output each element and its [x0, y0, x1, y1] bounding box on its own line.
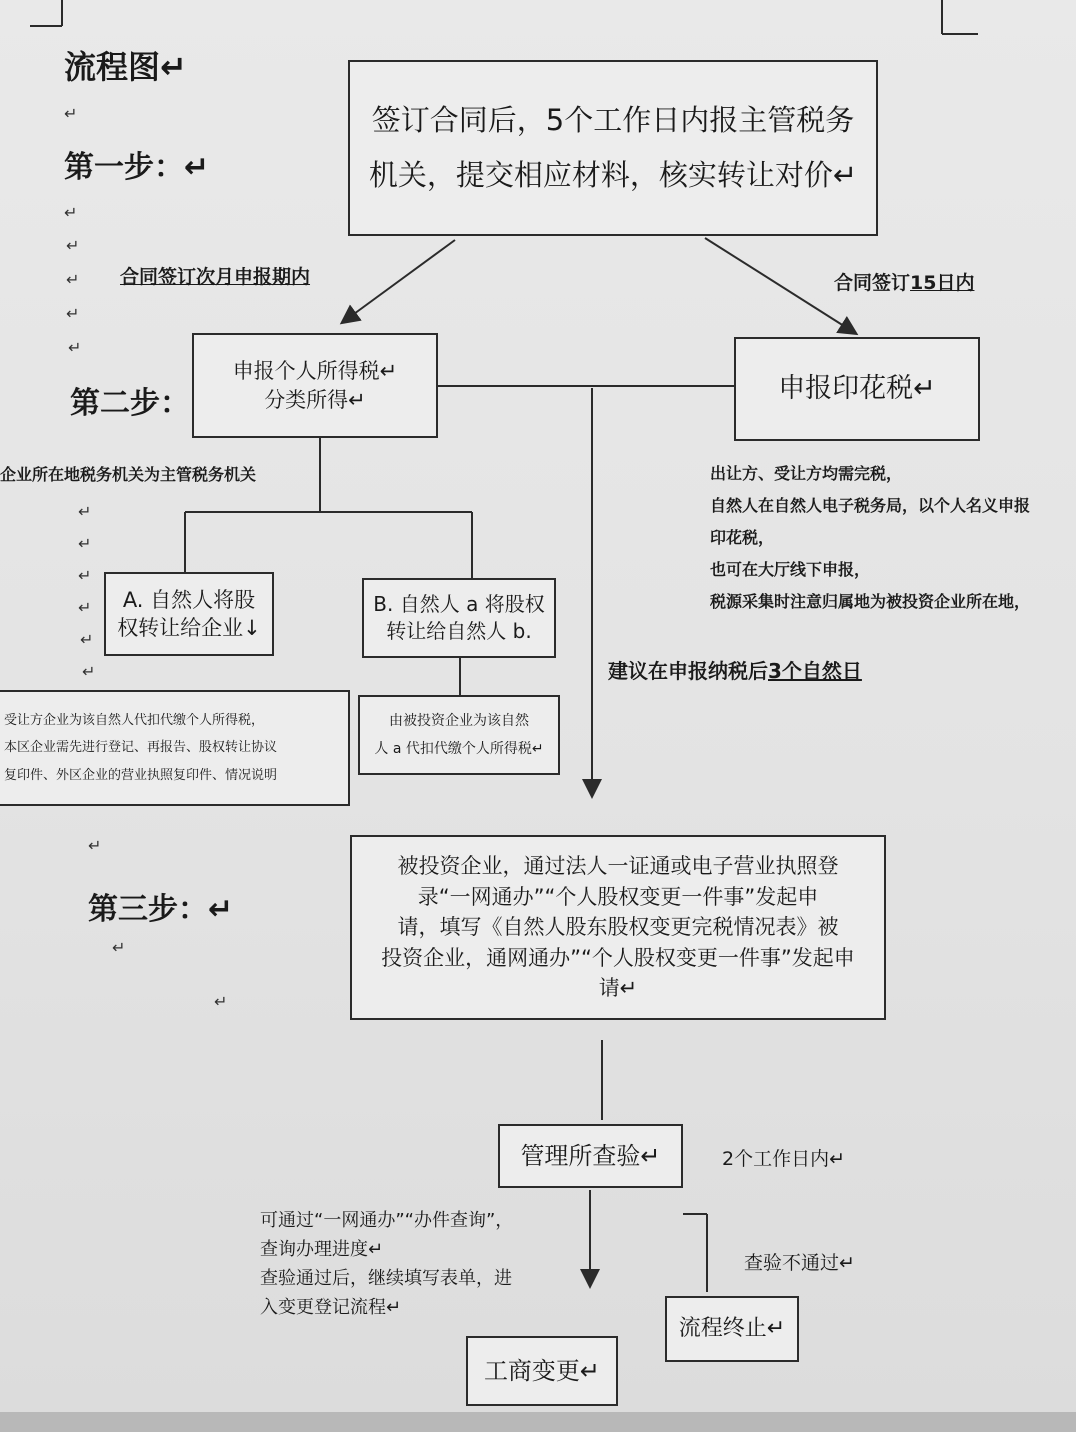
left-arrow-label: 合同签订次月申报期内 — [120, 266, 311, 288]
query-note: 可通过“一网通办”“办件查询”， 查询办理进度↵ 查验通过后，继续填写表单，进 入变更登记流程↵ — [260, 1210, 514, 1318]
stamp-note-line: 自然人在自然人电子税务局，以个人名义申报 — [710, 496, 1031, 515]
option-b-note-box: 由被投资企业为该自然 人 a 代扣代缴个人所得税↵ — [358, 695, 560, 775]
paragraph-mark: ↵ — [78, 534, 92, 553]
step2-label: 第二步： — [70, 386, 190, 421]
paragraph-mark: ↵ — [78, 502, 92, 521]
paragraph-mark: ↵ — [88, 836, 102, 855]
arrow-to-income-tax — [343, 240, 455, 322]
paragraph-mark: ↵ — [64, 104, 78, 123]
business-change-box: 工商变更↵ — [466, 1336, 618, 1406]
income-tax-box: 申报个人所得税↵ 分类所得↵ — [192, 333, 438, 438]
stamp-note-line: 税源采集时注意归属地为被投资企业所在地， — [710, 592, 1031, 611]
paragraph-mark: ↵ — [64, 203, 78, 222]
paragraph-mark: ↵ — [68, 338, 82, 357]
suggest-label — [608, 655, 862, 684]
right-arrow-label-days: 15日内 — [910, 272, 975, 294]
paragraph-mark: ↵ — [66, 270, 80, 289]
stamp-note-line: 出让方、受让方均需完税， — [710, 464, 903, 483]
paragraph-mark: ↵ — [78, 566, 92, 585]
paragraph-mark: ↵ — [78, 598, 92, 617]
paragraph-mark: ↵ — [112, 938, 126, 957]
inspection-box: 管理所查验↵ — [498, 1124, 683, 1188]
paragraph-mark: ↵ — [66, 236, 80, 255]
suggest-label-prefix: 建议在申报纳税后 — [608, 659, 768, 683]
page-title: 流程图↵ — [64, 48, 187, 86]
step3-label: 第三步：↵ — [88, 892, 234, 927]
paragraph-mark: ↵ — [66, 304, 80, 323]
photo-edge-band — [0, 1412, 1076, 1432]
stamp-tax-notes — [710, 458, 1076, 618]
paragraph-mark: ↵ — [82, 662, 96, 681]
option-b-box: B. 自然人 a 将股权 转让给自然人 b. — [362, 578, 556, 658]
option-a-box: A. 自然人将股 权转让给企业↓ — [104, 572, 274, 656]
paragraph-mark: ↵ — [214, 992, 228, 1011]
stamp-note-line: 也可在大厅线下申报， — [710, 560, 871, 579]
step1-label: 第一步：↵ — [64, 150, 210, 185]
stamp-tax-box: 申报印花税↵ — [734, 337, 980, 441]
arrow-to-stamp-tax — [705, 238, 855, 333]
tax-authority-label: 企业所在地税务机关为主管税务机关 — [0, 465, 257, 484]
terminate-box: 流程终止↵ — [665, 1296, 799, 1362]
suggest-label-days: 3个自然日 — [768, 659, 862, 683]
right-arrow-label-prefix: 合同签订 — [834, 272, 911, 294]
paragraph-mark: ↵ — [80, 630, 94, 649]
stamp-note-line: 印花税， — [710, 528, 775, 547]
two-workdays-label: 2个工作日内↵ — [722, 1148, 846, 1170]
option-a-note-box: 受让方企业为该自然人代扣代缴个人所得税， 本区企业需先进行登记、再报告、股权转让协议 复印件、外区企业的营业执照复印件、情况说明 — [0, 690, 350, 806]
step3-box: 被投资企业，通过法人一证通或电子营业执照登 录“一网通办”“个人股权变更一件事”发起申 请，填写《自然人股东股权变更完税情况表》被 投资企业，通网通办”“个人股权变更一件事”发起申 请↵ — [350, 835, 886, 1020]
fail-label: 查验不通过↵ — [744, 1252, 855, 1274]
contract-box: 签订合同后，5个工作日内报主管税务 机关，提交相应材料，核实转让对价↵ — [348, 60, 878, 236]
right-arrow-label — [834, 268, 974, 295]
